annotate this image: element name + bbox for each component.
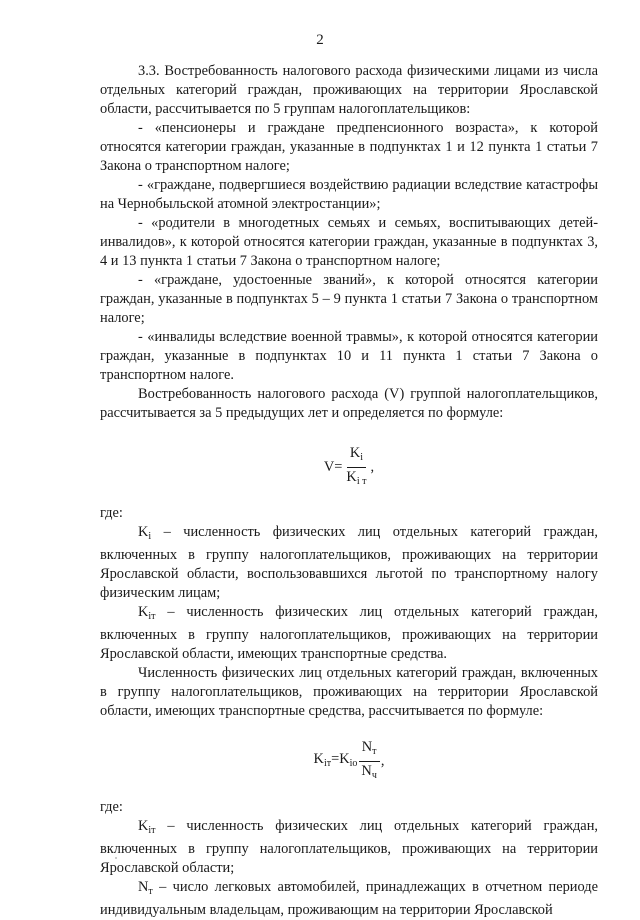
- formula-tail: ,: [380, 753, 385, 769]
- symbol: K: [138, 524, 149, 540]
- where-label: где:: [100, 505, 123, 521]
- formula-fraction: [343, 445, 369, 490]
- definition-text: – численность физических лиц отдельных категорий граждан, включенных в группу налогоплательщиков, проживающих на территории Ярославской области;: [100, 818, 598, 876]
- symbol: K: [138, 818, 149, 834]
- symbol-subscript: iт: [148, 611, 156, 622]
- where-label: где:: [100, 799, 123, 815]
- denominator-subscript: i т: [356, 476, 367, 487]
- definition-kit-2: [100, 817, 598, 878]
- formula-fraction: [358, 739, 379, 784]
- formula-numerator: [347, 445, 366, 468]
- formula-lhs: V=: [323, 459, 343, 475]
- paragraph-demand-definition: Востребованность налогового расхода (V) группой налогоплательщиков, рассчитывается за 5 предыдущих лет и определяется по формуле:: [100, 386, 598, 421]
- list-item-titled: - «граждане, удостоенные званий», к которой относятся категории граждан, указанные в подпунктах 5 – 9 пункта 1 статьи 7 Закона о транспортном налоге;: [100, 272, 598, 326]
- symbol-subscript: i: [148, 531, 152, 542]
- paragraph-count-intro: Численность физических лиц отдельных категорий граждан, включенных в группу налогоплательщиков, проживающих на территории Ярославской области, имеющих транспортные средства, рассчитывается по формуле:: [100, 665, 598, 719]
- formula-count: [100, 739, 598, 784]
- lhs-symbol: K: [313, 751, 324, 767]
- denominator-symbol: K: [346, 469, 357, 485]
- list-item-chernobyl: - «граждане, подвергшиеся воздействию радиации вследствие катастрофы на Чернобыльской атомной электростанции»;: [100, 177, 598, 212]
- symbol-subscript: т: [148, 886, 153, 897]
- equals-sign: =: [331, 751, 340, 767]
- list-item-parents: - «родители в многодетных семьях и семьях, воспитывающих детей-инвалидов», к которой относятся категории граждан, указанные в подпунктах 3, 4 и 13 пункта 1 статьи 7 Закона о транспортном налоге;: [100, 215, 598, 269]
- definition-text: – численность физических лиц отдельных категорий граждан, включенных в группу налогоплательщиков, проживающих на территории Ярославской области, имеющих транспортные средства.: [100, 604, 598, 662]
- definition-nt: [100, 878, 598, 920]
- symbol: N: [138, 879, 149, 895]
- formula-lhs: [314, 750, 358, 773]
- numerator-symbol: N: [361, 739, 373, 755]
- formula-denominator: [358, 762, 379, 784]
- lhs-subscript: iт: [323, 758, 332, 769]
- numerator-subscript: т: [372, 746, 377, 757]
- denominator-symbol: N: [361, 763, 372, 779]
- k-subscript: io: [349, 758, 358, 769]
- paragraph-intro: 3.3. Востребованность налогового расхода физическими лицами из числа отдельных категорий граждан, проживающих на территории Ярославской области, рассчитывается по 5 группам налогоплательщиков:: [100, 63, 598, 117]
- scan-artifact-dot: [115, 857, 117, 859]
- numerator-subscript: i: [360, 452, 364, 463]
- formula-denominator: [343, 468, 369, 490]
- formula-tail: ,: [370, 459, 375, 475]
- definition-text: – численность физических лиц отдельных категорий граждан, включенных в группу налогоплательщиков, проживающих на территории Ярославской области, воспользовавшихся льготой по транспортному налогу физическим лицам;: [100, 524, 598, 601]
- denominator-subscript: ч: [371, 770, 377, 781]
- definition-text: – число легковых автомобилей, принадлежащих в отчетном периоде индивидуальным владельцам, проживающим на территории Ярославской: [100, 879, 598, 918]
- symbol-subscript: iт: [148, 825, 156, 836]
- list-item-pensioners: - «пенсионеры и граждане предпенсионного возраста», к которой относятся категории граждан, указанные в подпунктах 1 и 12 пункта 1 статьи 7 Закона о транспортном налоге;: [100, 120, 598, 174]
- k-symbol: K: [339, 751, 350, 767]
- definition-ki: [100, 523, 598, 603]
- definition-kit: [100, 603, 598, 664]
- formula-numerator: [359, 739, 380, 762]
- document-body: [100, 62, 598, 920]
- symbol: K: [138, 604, 149, 620]
- numerator-symbol: K: [349, 445, 361, 461]
- page-number: 2: [316, 32, 324, 48]
- formula-demand: [100, 445, 598, 490]
- list-item-invalids: - «инвалиды вследствие военной травмы», к которой относятся категории граждан, указанные в подпунктах 10 и 11 пункта 1 статьи 7 Закона о транспортном налоге.: [100, 329, 598, 383]
